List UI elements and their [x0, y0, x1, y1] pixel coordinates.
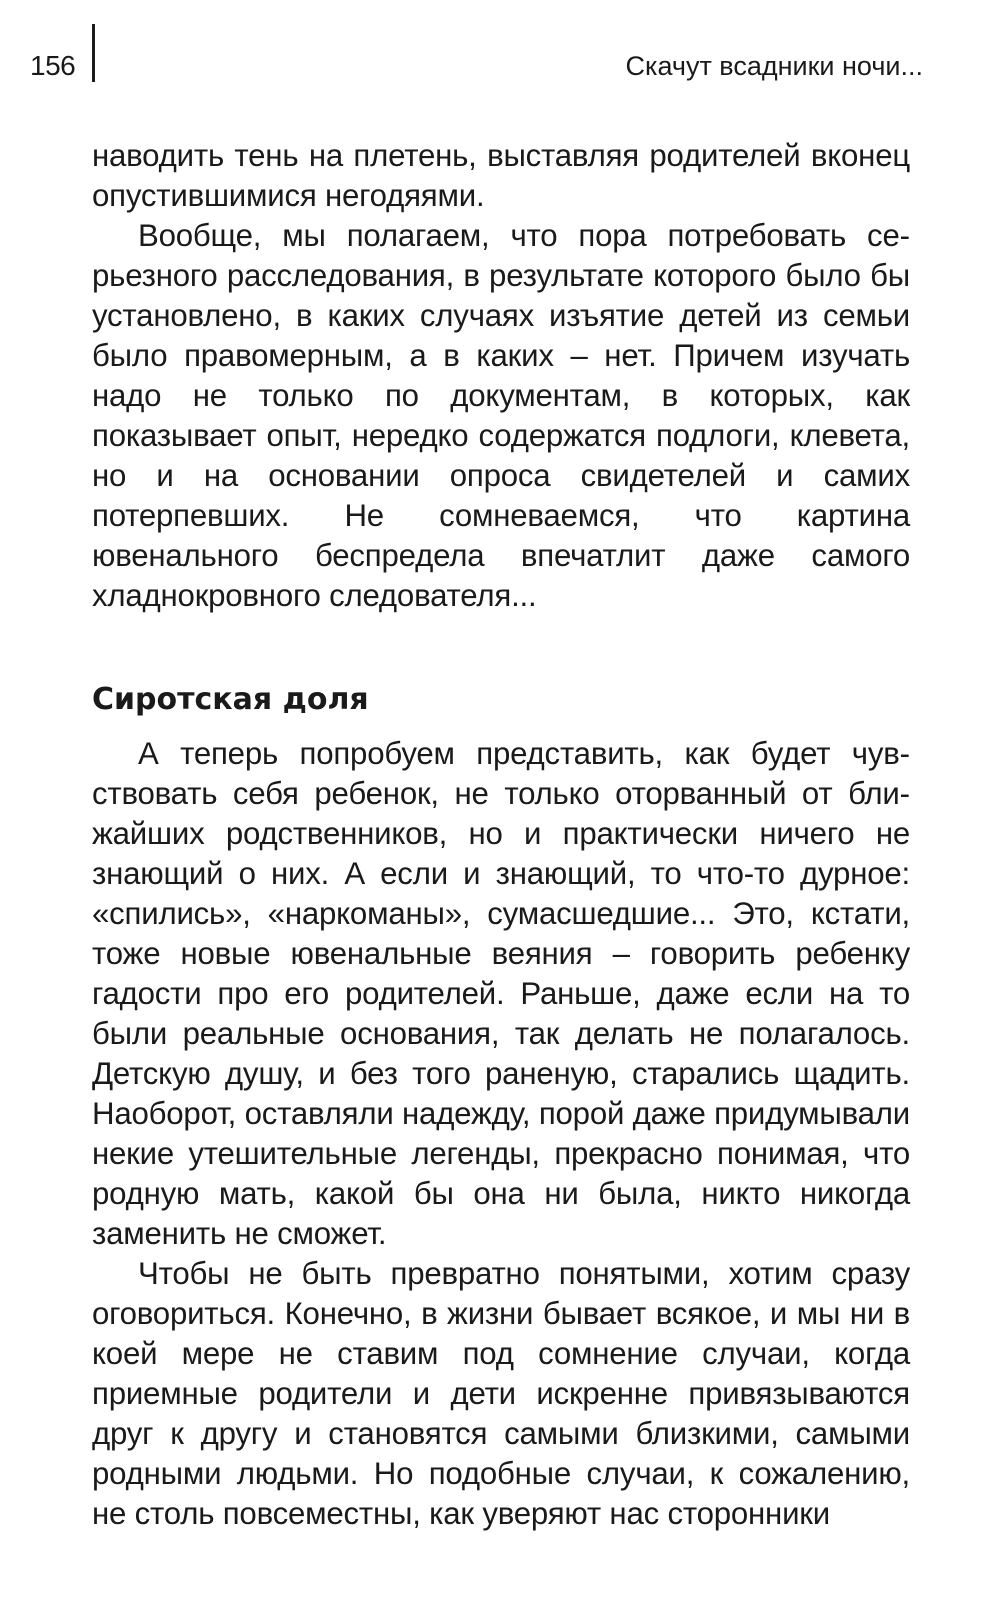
running-title: Скачут всадники ночи... [625, 51, 923, 81]
page-number: 156 [30, 50, 76, 81]
page-body [92, 136, 910, 1534]
paragraph: Вообще, мы полагаем, что пора потребовать серьезного расследования, в результате которого было бы установлено, в каких случаях изъятие детей из семьи было правомерным, а в каких – нет. Причем изучать надо не только по документам, в которых, как показывает опыт, нередко содержатся подлоги, клевета, но и на основании опроса свидетелей и самих потерпевших. Не сомневаемся, что картина ювенального беспредела впечатлит даже самого хладнокровного следователя... [92, 218, 910, 613]
page-header [30, 46, 923, 86]
header-divider [92, 24, 95, 82]
paragraph: Чтобы не быть превратно понятыми, хотим сразу оговориться. Конечно, в жизни бывает всякое, и мы ни в коей мере не ставим под сомнение случаи, когда приемные родители и дети искренне привязываются друг к другу и становятся самыми близкими, самыми родными людьми. Но подобные случаи, к сожалению, не столь повсеместны, как уверяют нас сторонники [92, 1256, 910, 1531]
paragraph-continuation: наводить тень на плетень, выставляя родителей вконец опустившимися негодяями. [92, 138, 910, 213]
section-heading: Сиротская доля [92, 682, 369, 717]
paragraph: А теперь попробуем представить, как будет чувствовать себя ребенок, не только оторванный от ближайших родственников, но и практически ничего не знающий о них. А если и знающий, то что-то дурное: «спились», «наркоманы», сумасшедшие... Это, кстати, тоже новые ювенальные веяния – говорить ребенку гадости про его родителей. Раньше, даже если на то были реальные основания, так делать не полагалось. Детскую душу, и без того раненую, старались щадить. Наоборот, оставляли надежду, порой даже придумывали некие утешительные легенды, прекрасно понимая, что родную мать, какой бы она ни была, никто никогда заменить не сможет. [92, 736, 911, 1251]
